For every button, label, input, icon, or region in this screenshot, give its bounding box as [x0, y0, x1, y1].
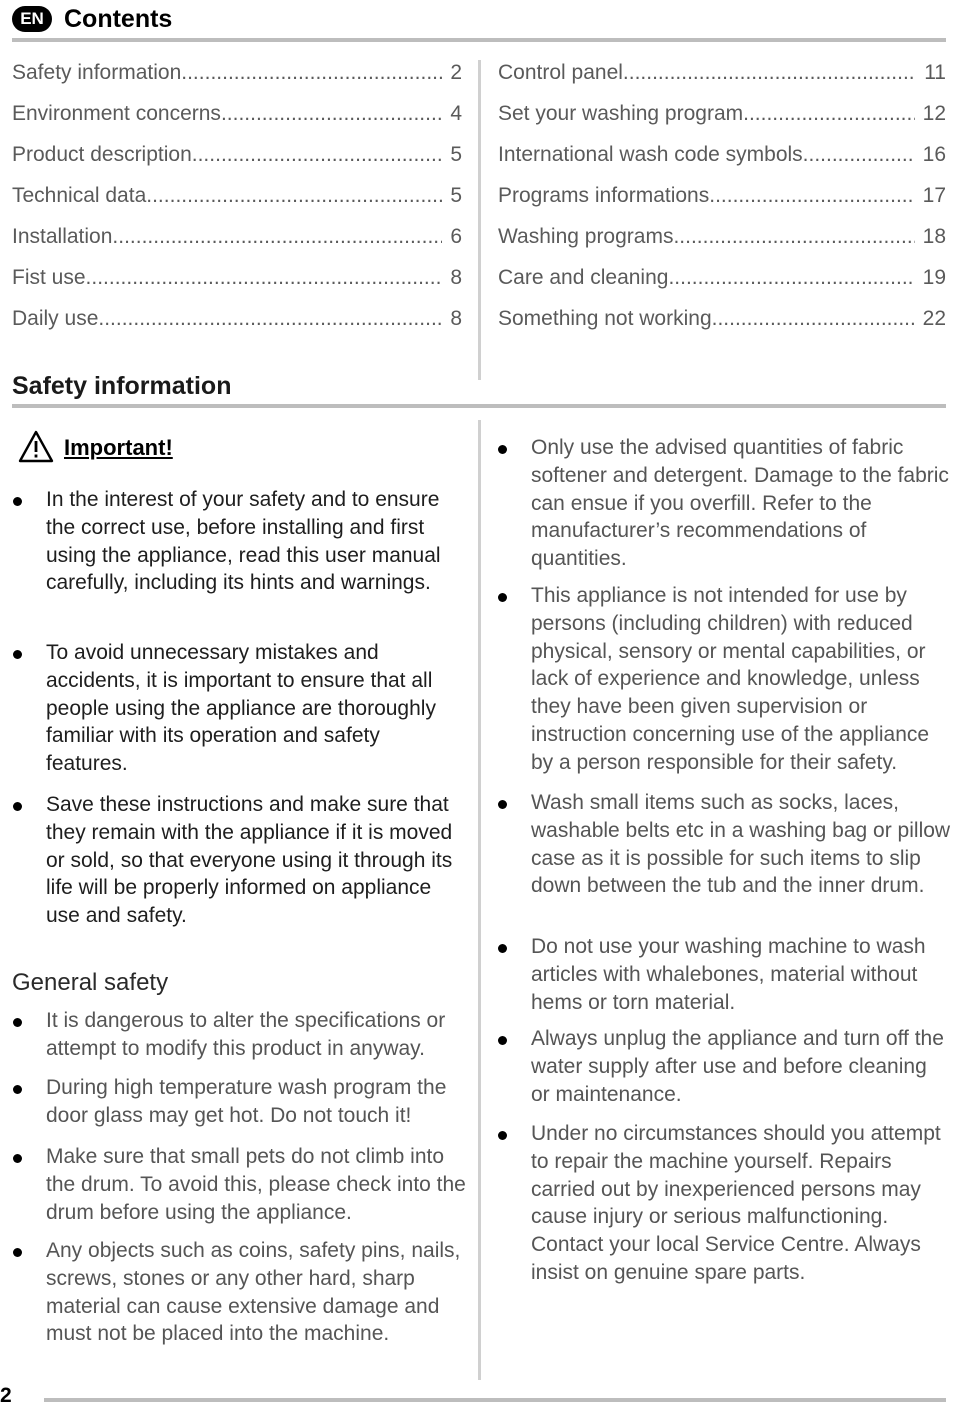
bullet-dot — [13, 497, 22, 506]
subsection-title: General safety — [12, 969, 169, 996]
general-bullet — [46, 1074, 466, 1130]
toc-entry-page: 4 — [450, 102, 462, 125]
bullet-text: Under no circumstances should you attempt to repair the machine yourself. Repairs carried out by inexperienced persons may cause injury or serious malfunctioning. Contact your local Service Centre. Always insist on genuine spare parts. — [531, 1122, 941, 1284]
safety-bullet — [531, 1025, 951, 1108]
toc-entry-label: Fist use — [12, 266, 86, 289]
toc-entry[interactable] — [12, 181, 462, 211]
toc-entry[interactable] — [12, 99, 462, 129]
toc-entry-label: International wash code symbols — [498, 143, 803, 166]
safety-bullet — [531, 933, 951, 1016]
bullet-dot — [13, 1085, 22, 1094]
toc-entry[interactable] — [498, 58, 946, 88]
toc-entry[interactable] — [498, 99, 946, 129]
toc-entry-label: Something not working — [498, 307, 712, 330]
toc-entry[interactable] — [12, 140, 462, 170]
important-bullet — [46, 486, 466, 597]
toc-entry-label: Daily use — [12, 307, 99, 330]
toc-entry[interactable] — [498, 140, 946, 170]
bullet-dot — [498, 593, 507, 602]
toc-leader-dots — [668, 263, 914, 293]
bullet-text: It is dangerous to alter the specifications or attempt to modify this product in anyway. — [46, 1009, 446, 1060]
safety-bullet — [531, 434, 951, 573]
contents-title: Contents — [64, 5, 173, 33]
section-title: Safety information — [12, 372, 232, 400]
toc-entry-page: 2 — [450, 61, 462, 84]
safety-bullet — [531, 582, 951, 777]
bullet-dot — [13, 1018, 22, 1027]
toc-entry[interactable] — [12, 263, 462, 293]
toc-entry-page: 16 — [922, 143, 946, 166]
toc-entry-page: 12 — [922, 102, 946, 125]
toc-entry[interactable] — [498, 304, 946, 334]
general-bullet — [46, 1007, 466, 1063]
section-divider — [12, 404, 946, 408]
bullet-text: Any objects such as coins, safety pins, nails, screws, stones or any other hard, sharp material can cause extensive damage and must not be placed into the machine. — [46, 1239, 461, 1346]
bullet-dot — [13, 802, 22, 811]
toc-entry[interactable] — [12, 58, 462, 88]
toc-leader-dots — [743, 99, 915, 129]
bullet-text: In the interest of your safety and to ensure the correct use, before installing and first using the appliance, read this user manual carefully, including its hints and warnings. — [46, 488, 441, 595]
bullet-text: During high temperature wash program the door glass may get hot. Do not touch it! — [46, 1076, 447, 1127]
page-number: 2 — [0, 1384, 12, 1404]
important-bullet — [46, 639, 466, 778]
toc-leader-dots — [86, 263, 443, 293]
toc-entry-label: Safety information — [12, 61, 182, 84]
toc-entry[interactable] — [498, 181, 946, 211]
bullet-dot — [498, 944, 507, 953]
toc-entry-label: Product description — [12, 143, 192, 166]
toc-leader-dots — [112, 222, 442, 252]
toc-entry-label: Installation — [12, 225, 113, 248]
bullet-text: Make sure that small pets do not climb into the drum. To avoid this, please check into the drum before using the appliance. — [46, 1145, 466, 1224]
toc-entry-label: Set your washing program — [498, 102, 744, 125]
bullet-dot — [13, 650, 22, 659]
toc-leader-dots — [803, 140, 915, 170]
bullet-dot — [13, 1154, 22, 1163]
bullet-text: To avoid unnecessary mistakes and accidents, it is important to ensure that all people using the appliance are thoroughly familiar with its operation and safety features. — [46, 641, 436, 776]
toc-entry[interactable] — [498, 263, 946, 293]
toc-entry[interactable] — [12, 304, 462, 334]
toc-entry-label: Environment concerns — [12, 102, 221, 125]
toc-entry-label: Washing programs — [498, 225, 674, 248]
bullet-text: Save these instructions and make sure that they remain with the appliance if it is moved or sold, so that everyone using it through its life will be properly informed on appliance use and safety. — [46, 793, 453, 928]
toc-entry-page: 8 — [450, 307, 462, 330]
toc-entry-page: 11 — [924, 61, 946, 84]
toc-entry-page: 18 — [922, 225, 946, 248]
toc-leader-dots — [712, 304, 915, 334]
bullet-text: Wash small items such as socks, laces, washable belts etc in a washing bag or pillow case as it is possible for such items to slip down between the tub and the inner drum. — [531, 791, 951, 898]
toc-column-divider — [478, 60, 481, 380]
bullet-text: Do not use your washing machine to wash articles with whalebones, material without hems or torn material. — [531, 935, 926, 1014]
header-divider — [12, 38, 946, 42]
important-label: Important! — [64, 435, 173, 460]
toc-leader-dots — [192, 140, 443, 170]
body-column-divider — [478, 420, 481, 1380]
language-badge: EN — [12, 6, 52, 32]
toc-entry-page: 8 — [450, 266, 462, 289]
toc-leader-dots — [181, 58, 442, 88]
toc-entry[interactable] — [12, 222, 462, 252]
toc-leader-dots — [146, 181, 442, 211]
toc-leader-dots — [673, 222, 914, 252]
bullet-dot — [498, 1131, 507, 1140]
toc-entry-page: 19 — [922, 266, 946, 289]
toc-entry-page: 5 — [450, 184, 462, 207]
bullet-dot — [498, 445, 507, 454]
bullet-dot — [498, 1036, 507, 1045]
toc-entry-page: 5 — [450, 143, 462, 166]
bullet-dot — [13, 1248, 22, 1257]
toc-entry-page: 17 — [922, 184, 946, 207]
bullet-text: Only use the advised quantities of fabric softener and detergent. Damage to the fabric can ensue if you overfill. Refer to the manufacturer’s recommendations of quantities. — [531, 436, 949, 571]
general-bullet — [46, 1143, 466, 1226]
toc-entry-label: Care and cleaning — [498, 266, 669, 289]
toc-entry-label: Control panel — [498, 61, 623, 84]
toc-leader-dots — [221, 99, 442, 129]
toc-leader-dots — [709, 181, 914, 211]
bullet-text: This appliance is not intended for use by persons (including children) with reduced physical, sensory or mental capabilities, or lack of experience and knowledge, unless they have been given supervision or instruction concerning use of the appliance by a person responsible for their safety. — [531, 584, 930, 774]
bullet-dot — [498, 800, 507, 809]
general-bullet — [46, 1237, 470, 1348]
toc-entry-page: 22 — [922, 307, 946, 330]
footer-divider — [44, 1398, 946, 1402]
toc-leader-dots — [98, 304, 442, 334]
safety-bullet — [531, 1120, 957, 1287]
safety-bullet — [531, 789, 951, 900]
toc-entry-page: 6 — [450, 225, 462, 248]
warning-icon — [18, 430, 54, 464]
toc-leader-dots — [623, 58, 916, 88]
toc-entry-label: Technical data — [12, 184, 147, 207]
bullet-text: Always unplug the appliance and turn off the water supply after use and before cleaning or maintenance. — [531, 1027, 944, 1106]
toc-entry[interactable] — [498, 222, 946, 252]
toc-entry-label: Programs informations — [498, 184, 710, 207]
important-bullet — [46, 791, 466, 930]
